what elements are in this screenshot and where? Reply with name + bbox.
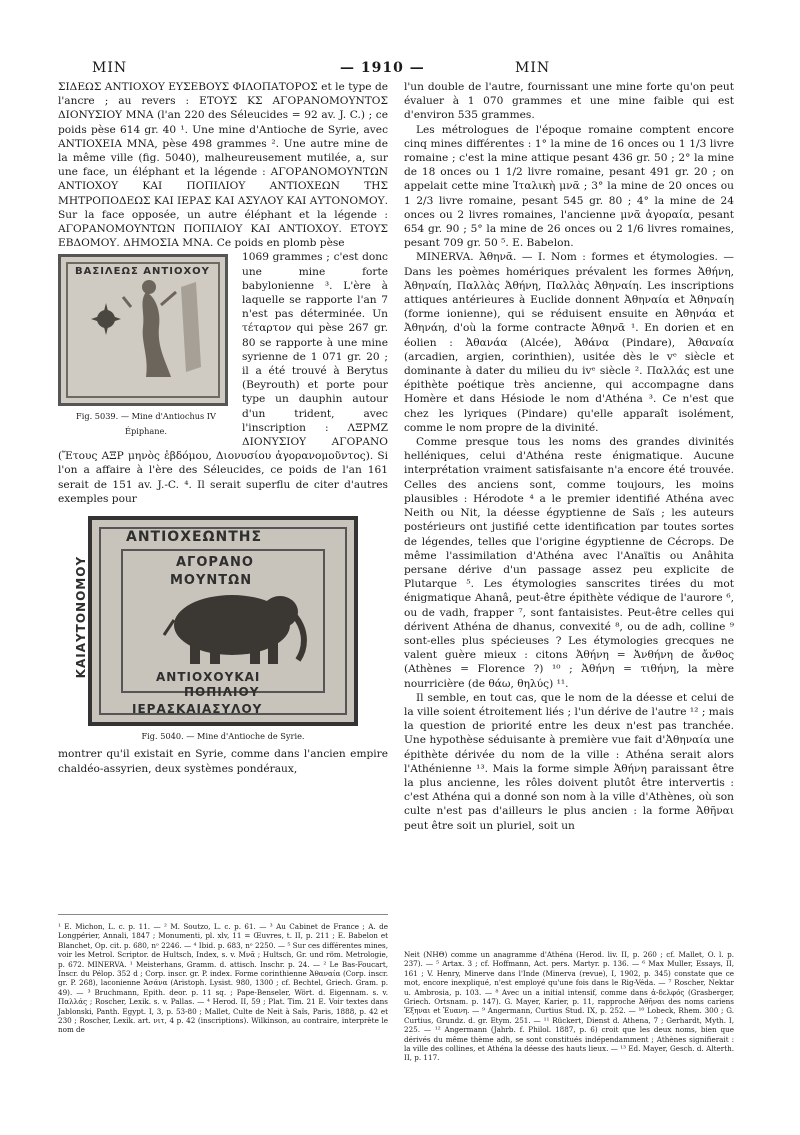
page-number: — 1910 — — [340, 60, 425, 76]
left-column — [58, 80, 388, 776]
left-paragraph-3: montrer qu'il existait en Syrie, comme dans l'ancien empire chaldéo-assyrien, deux systèmes pondéraux, — [58, 748, 388, 775]
right-paragraph-1: l'un double de l'autre, fournissant une mine forte qu'on peut évaluer à 1 070 grammes et une mine faible qui est d'environ 535 grammes. — [404, 81, 734, 122]
figure-5039-legend: ΒΑΣΙΛΕΩΣ ΑΝΤΙΟΧΟΥ — [75, 266, 210, 278]
right-paragraph-2: Les métrologues de l'époque romaine comptent encore cinq mines différentes : 1° la mine de 16 onces ou 1 1/3 livre romaine ; c'est la mine attique pesant 436 gr. 50 ; 2° la mine de 18 onces ou 1 1/2 livre romaine, pesant 491 gr. 20 ; on appelait cette mine Ἰταλικὴ μνᾶ ; 3° la mine de 20 onces ou 1 2/3 livre romaine, pesant 545 gr. 80 ; 4° la mine de 24 onces ou 2 livres romaines, l'ancienne μνᾶ ἀγοραία, pesant 654 gr. 90 ; 5° la mine de 26 onces ou 2 1/6 livres romaines, pesant 709 gr. 50 ⁵. E. Babelon. — [404, 123, 734, 250]
figure-5040-line-6: ΚΑΙΑΥΤΟΝΟΜΟΥ — [74, 555, 89, 679]
figure-5040-line-2: ΑΓΟΡΑΝΟ — [176, 555, 254, 571]
running-head-right: MIN — [515, 60, 551, 76]
footnotes-right: Neit (ΝΗΘ) comme un anagramme d'Athéna (Herod. liv. II, p. 260 ; cf. Mallet, O. l. p. 237). — ⁵ Artax. 3 ; cf. Hoffmann, Act. pers. Martyr. p. 136. — ⁶ Max Muller, Essays, II, 161 ; V. Henry, Minerve dans l'Inde (Minerva (revue), I, 1902, p. 345) constate que ce mot, encore inexpliqué, n'est employé qu'une fois dans le Rig-Véda. — ⁷ Roscher, Nektar u. Ambrosia, p. 103. — ⁸ Avec un a initial intensif, comme dans ἀ-δελφός (Grasberger, Griech. Ortsnam. p. 147). G. Mayer, Karier, p. 11, rapproche Ἀθῆναι des noms cariens Ἐξηναι et Ἐυανη. — ⁹ Angermann, Curtius Stud. IX, p. 252. — ¹⁰ Lobeck, Rhem. 300 ; G. Curtius, Grundz. d. gr. Etym. 251. — ¹¹ Rückert, Dienst d. Athena, 7 ; Gerhardt, Myth. I, 225. — ¹² Angermann (Jahrb. f. Philol. 1887, p. 6) croit que les deux noms, bien que dérivés du même thème adh, se sont constitués indépendamment ; Athènes signifierait : la ville des collines, et Athéna la déesse des hauts lieux. — ¹³ Ed. Mayer, Gesch. d. Alterth. II, p. 117. — [404, 950, 734, 1063]
figure-5040-image — [74, 516, 358, 726]
figure-5039-caption: Fig. 5039. — Mine d'Antiochus IV Épiphane. — [76, 411, 216, 436]
right-paragraph-4: Comme presque tous les noms des grandes divinités helléniques, celui d'Athéna reste énigmatique. Aucune interprétation vraiment satisfaisante n'a encore été trouvée. Celles des anciens sont, comme toujours, les moins plausibles : Hérodote ⁴ a le premier identifié Athéna avec Neith ou Nit, la déesse égyptienne de Saïs ; les auteurs postérieurs ont justifié cette identification par toutes sortes de légendes, telles que l'origine égyptienne de Cécrops. De même l'assimilation d'Athéna avec l'Anaïtis ou Anâhita persane dérive d'un passage assez peu explicite de Plutarque ⁵. Les étymologies sanscrites tirées du mot énigmatique Ahanâ, peut-être épithète védique de l'aurore ⁶, ou de vadh, frapper ⁷, sont fantaisistes. Peut-être celles qui dérivent Athéna de dhanus, convexité ⁸, ou de adh, colline ⁹ sont-elles plus spécieuses ? Les étymologies grecques ne valent guère mieux : citons Ἀθήνη = Ἀνθήνη de ἄνθος (Athènes = Florence ?) ¹⁰ ; Ἀθήνη = τιθήνη, la mère nourricière (de θάω, θηλύς) ¹¹. — [404, 436, 734, 690]
footnote-separator — [58, 914, 388, 915]
figure-5039-image — [58, 254, 228, 406]
figure-5040-line-4: ΑΝΤΙΟΧΟΥΚΑΙ — [156, 670, 261, 685]
figure-5040-line-7: ΙΕΡΑΣΚΑΙΑΣΥΛΟΥ — [132, 702, 263, 717]
elephant-icon — [164, 595, 304, 664]
running-head-left: MIN — [92, 60, 128, 76]
right-paragraph-5: Il semble, en tout cas, que le nom de la déesse et celui de la ville soient étroitement liés ; l'un dérive de l'autre ¹² ; mais la question de priorité entre les deux n'est pas tranchée. Une hypothèse séduisante à première vue fait d'Ἀθηναία une épithète dérivée du nom de la ville : Athéna serait alors l'Athénienne ¹³. Mais la forme simple Ἀθήνη paraissant être la plus ancienne, les rôles doivent plutôt être intervertis : c'est Athéna qui a donné son nom à la ville d'Athènes, où son culte n'est pas d'ailleurs le plus ancien : la forme Ἀθῆναι peut être soit un pluriel, soit un — [404, 691, 734, 832]
figure-5040-caption: Fig. 5040. — Mine d'Antioche de Syrie. — [141, 731, 305, 742]
figure-5039 — [58, 254, 234, 437]
left-paragraph-2: 1069 grammes ; c'est donc une mine forte babylonienne ³. L'ère à laquelle se rapporte l'an 7 n'est pas déterminée. Un τέταρτον qui pèse 267 gr. 80 se rapporte à une mine syrienne de 1 071 gr. 20 ; il a été trouvé à Berytus (Beyrouth) et porte pour type un dauphin autour d'un trident, avec l'inscription : ΛΞΡΜΖ ΔΙΟΝΥΣΙΟΥ ΑΓΟΡΑΝΟ (Ἔτους ΑΞΡ μηνὸς ἑβδόμου, Διονυσίου ἀγορανομοῦντος). Si l'on a affaire à l'ère des Séleucides, ce poids de l'an 161 serait de 151 av. J.-C. ⁴. Il serait superflu de citer d'autres exemples pour — [58, 251, 388, 505]
figure-5040-line-1: ΑΝΤΙΟΧΕΩΝΤΗΣ — [126, 529, 263, 546]
footnotes-left: ¹ E. Michon, L. c. p. 11. — ² M. Soutzo, L. c. p. 61. — ³ Au Cabinet de France ; A. de Longpérier, Annali, 1847 ; Monumenti, pl. xlv, 11 = Œuvres, t. II, p. 211 ; E. Babelon et Blanchet, Op. cit. p. 680, nᵒ 2246. — ⁴ Ibid. p. 683, nᵒ 2250. — ⁵ Sur ces différentes mines, voir les Metrol. Scriptor. de Hultsch, Index, s. v. Μνᾶ ; Hultsch, Gr. und röm. Metrologie, p. 672. MINERVA. ¹ Meisterhans, Gramm. d. attisch. Inschr. p. 24. — ² Le Bas-Foucart, Inscr. du Pélop. 352 d ; Corp. inscr. gr. P. index. Forme corinthienne Ἀθαναία (Corp. inscr. gr. P. 268), laconienne Ἀσάνα (Aristoph. Lysist. 980, 1300 ; cf. Bechtel, Griech. Gram. p. 49). — ³ Bruchmann, Epith. deor. p. 11 sq. ; Pape-Benseler, Wört. d. Eigennam. s. v. Παλλάς ; Roscher, Lexik. s. v. Pallas. — ⁴ Herod. II, 59 ; Plat. Tim. 21 E. Voir textes dans Jablonski, Panth. Egypt. I, 3, p. 53-80 ; Mallet, Culte de Neit à Saïs, Paris, 1888, p. 42 et 230 ; Roscher, Lexik. art. νιτ, 4 p. 42 (inscriptions). Wilkinson, au contraire, interprète le nom de — [58, 922, 388, 1035]
figure-5040 — [74, 516, 358, 743]
right-column — [404, 80, 734, 833]
figure-5040-line-5: ΠΟΠΙΛΙΟΥ — [184, 685, 260, 700]
left-paragraph-1: ΣΙΔΕΩΣ ΑΝΤΙΟΧΟΥ ΕΥΣΕΒΟΥΣ ΦΙΛΟΠΑΤΟΡΟΣ et le type de l'ancre ; au revers : ΕΤΟΥΣ ΚΣ ΑΓΟΡΑΝΟΜΟΥΝΤΟΣ ΔΙΟΝΥΣΙΟΥ ΜΝΑ (l'an 220 des Séleucides = 92 av. J. C.) ; ce poids pèse 614 gr. 40 ¹. Une mine d'Antioche de Syrie, avec ΑΝΤΙΟΧΕΙΑ ΜΝΑ, pèse 498 grammes ². Une autre mine de la même ville (fig. 5040), malheureusement mutilée, a, sur une face, un éléphant et la légende : ΑΓΟΡΑΝΟΜΟΥΝΤΩΝ ΑΝΤΙΟΧΟΥ ΚΑΙ ΠΟΠΙΛΙΟΥ ΑΝΤΙΟΧΕΩΝ ΤΗΣ ΜΗΤΡΟΠΟΔΕΩΣ ΚΑΙ ΙΕΡΑΣ ΚΑΙ ΑΣΥΛΟΥ ΚΑΙ ΑΥΤΟΝΟΜΟΥ. Sur la face opposée, un autre éléphant et la légende : ΑΓΟΡΑΝΟΜΟΥΝΤΩΝ ΠΟΠΙΛΙΟΥ ΚΑΙ ΑΝΤΙΟΧΟΥ. ΕΤΟΥΣ ΕΒΔΟΜΟΥ. ΔΗΜΟΣΙΑ ΜΝΑ. Ce poids en plomb pèse — [58, 81, 388, 250]
right-paragraph-minerva-entry: MINERVA. Ἀθηνᾶ. — I. Nom : formes et étymologies. — Dans les poèmes homériques prévalent les formes Ἀθήνη, Ἀθηναίη, Παλλὰς Ἀθήνη, Παλλὰς Ἀθηναίη. Les inscriptions attiques antérieures à Euclide donnent Ἀθηναία et Ἀθηναίη (forme ionienne), qui se réduisent ensuite en Ἀθηνάα et Ἀθηνάη, d'où la forme contracte Ἀθηνᾶ ¹. En dorien et en éolien : Ἀθανάα (Alcée), Ἀθάνα (Pindare), Ἀθαναία (arcadien, argien, corinthien), usitée dès le vᵉ siècle et dominante à dater du milieu du ivᵉ siècle ². Παλλάς est une épithète poétique très ancienne, qui accompagne dans Homère et dans Hésiode le nom d'Athéna ³. Ce n'est que chez les lyriques (Pindare) qu'elle apparaît isolément, comme le nom propre de la divinité. — [404, 251, 734, 434]
figure-5040-line-3: ΜΟΥΝΤΩΝ — [170, 573, 253, 589]
